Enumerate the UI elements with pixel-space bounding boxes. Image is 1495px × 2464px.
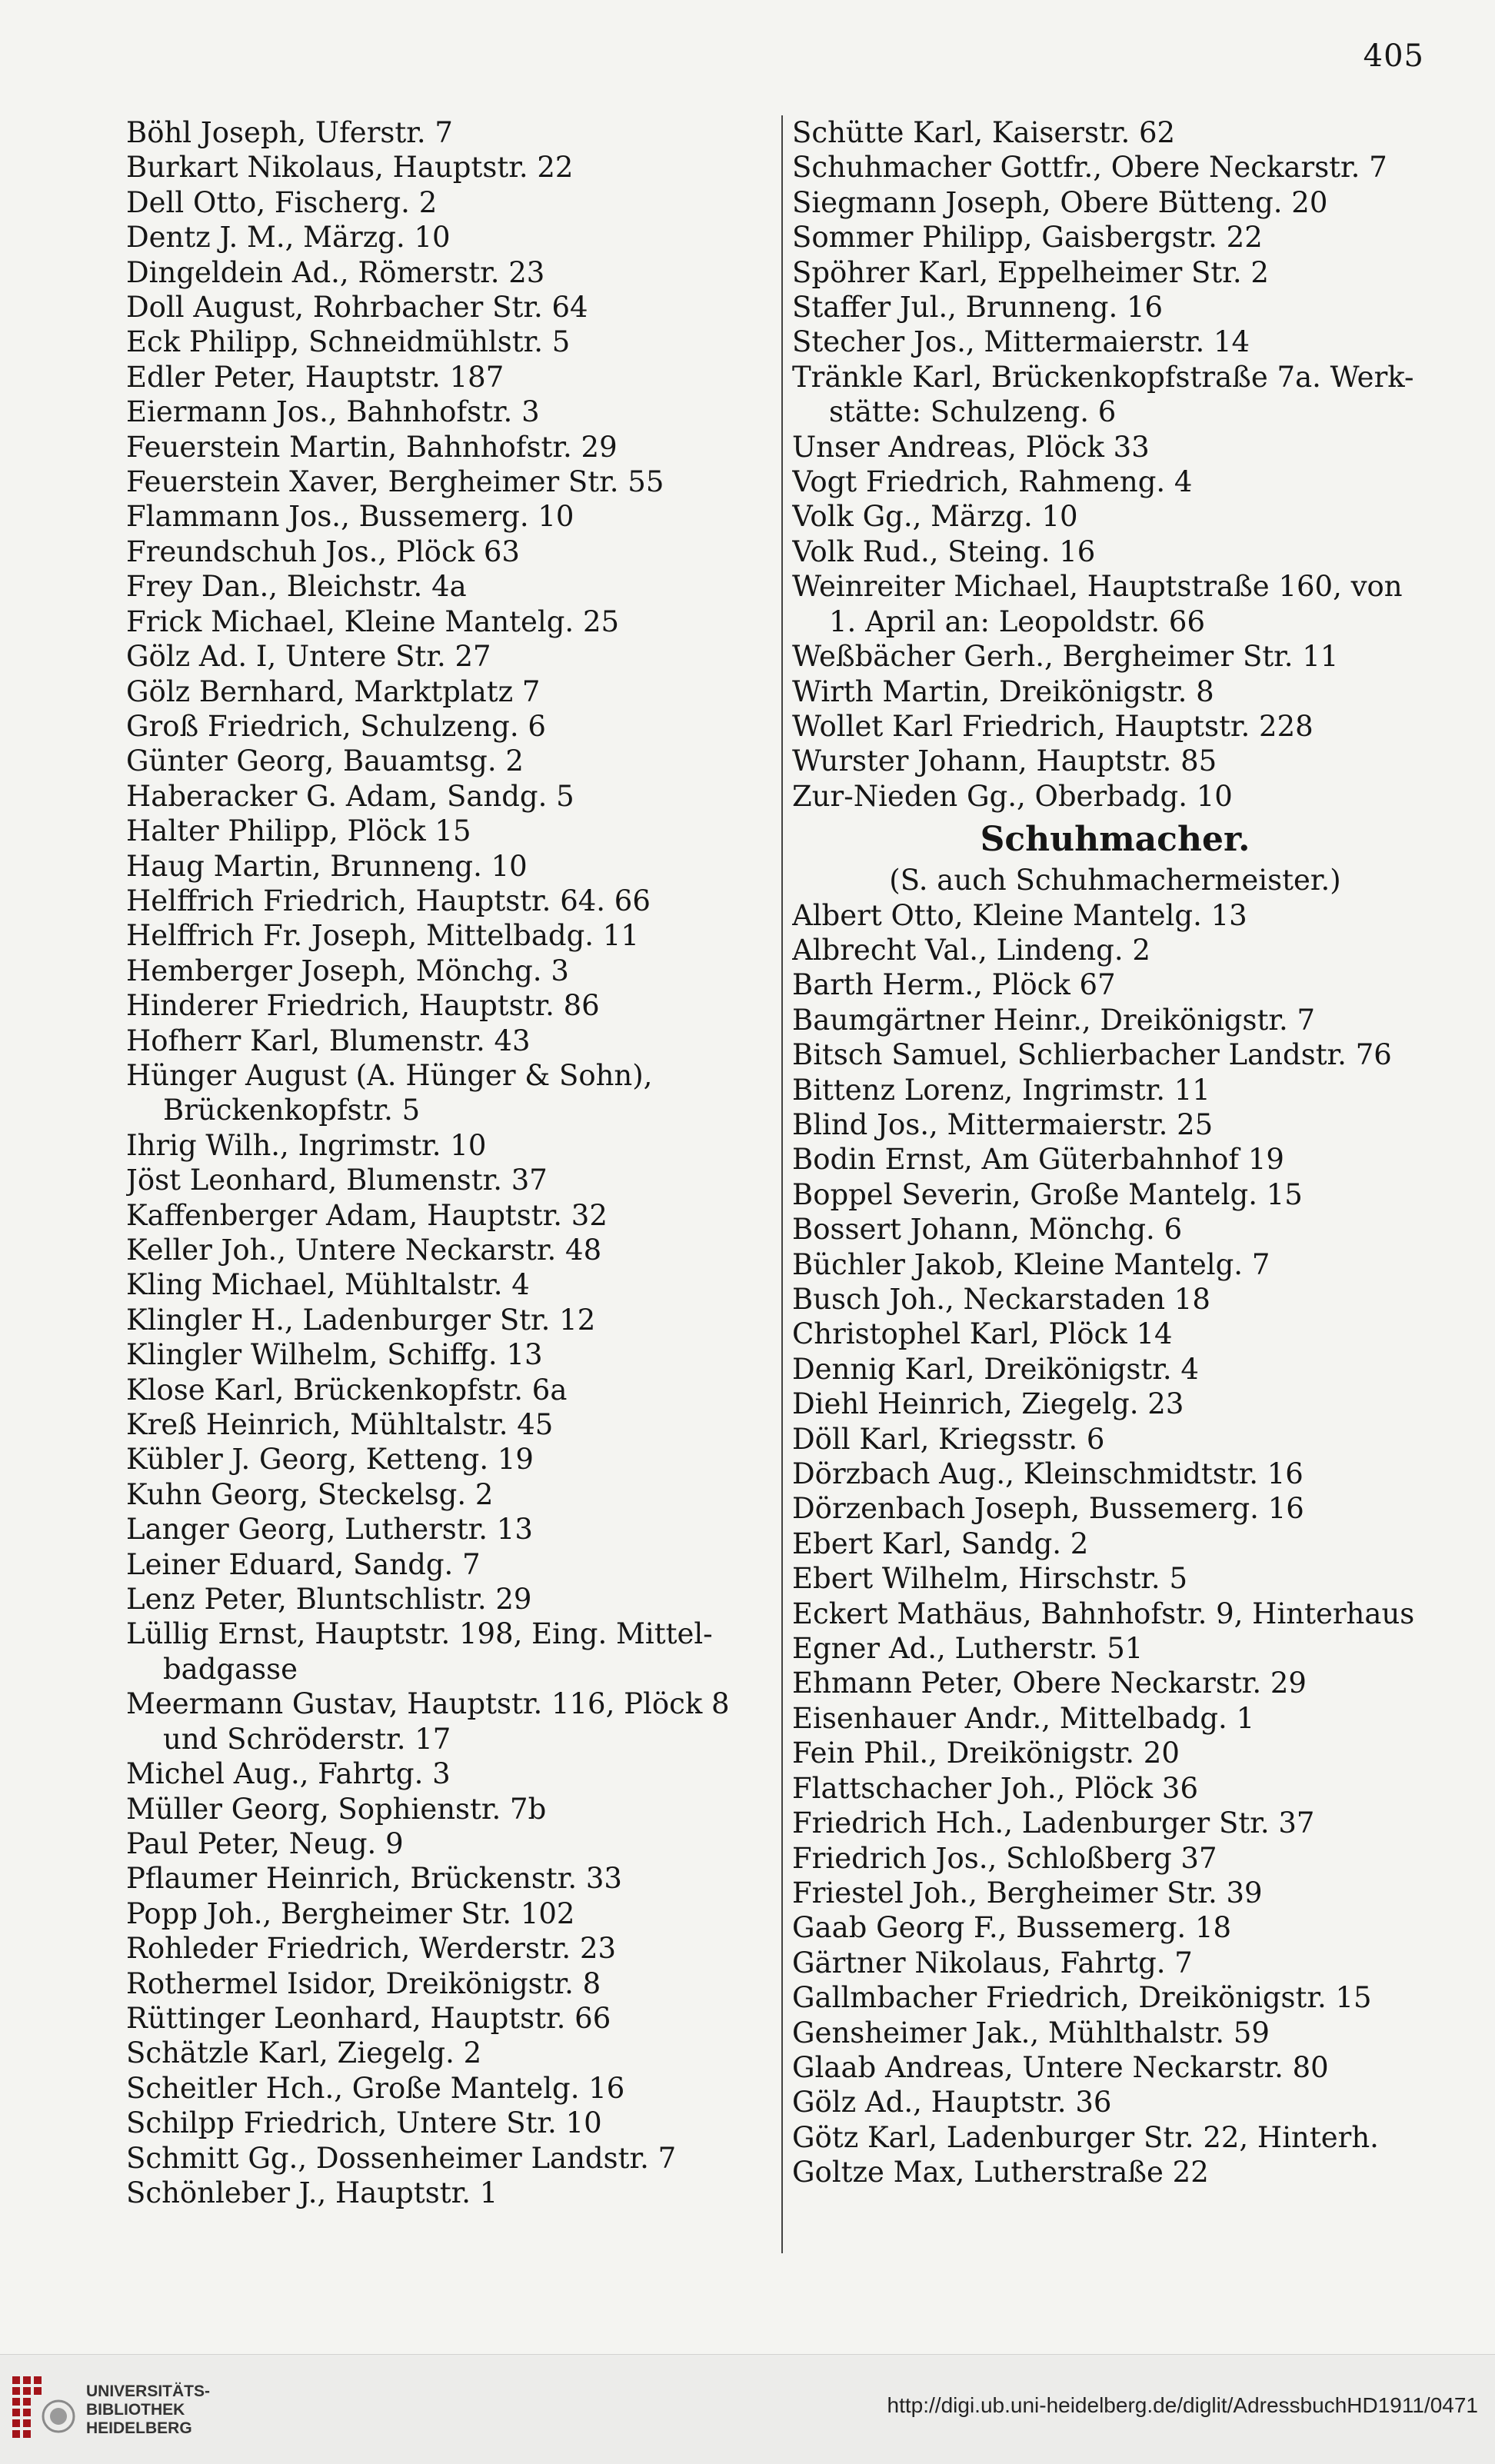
directory-entry-continuation: und Schröderstr. 17 (163, 1722, 451, 1756)
directory-entry: Eck Philipp, Schneidmühlstr. 5 (126, 325, 571, 359)
directory-entry: Edler Peter, Hauptstr. 187 (126, 360, 504, 394)
directory-entry: Dörzbach Aug., Kleinschmidtstr. 16 (792, 1457, 1304, 1491)
directory-entry: Dentz J. M., Märzg. 10 (126, 221, 451, 255)
directory-entry: Schuhmacher Gottfr., Obere Neckarstr. 7 (792, 151, 1387, 185)
directory-entry: Freundschuh Jos., Plöck 63 (126, 534, 520, 568)
directory-entry: Michel Aug., Fahrtg. 3 (126, 1757, 451, 1791)
directory-entry: Boppel Severin, Große Mantelg. 15 (792, 1177, 1303, 1211)
directory-entry: Gölz Bernhard, Marktplatz 7 (126, 674, 541, 708)
directory-entry: Vogt Friedrich, Rahmeng. 4 (792, 465, 1193, 499)
directory-entry: Haberacker G. Adam, Sandg. 5 (126, 779, 574, 813)
directory-entry: Dennig Karl, Dreikönigstr. 4 (792, 1352, 1199, 1386)
directory-entry: Popp Joh., Bergheimer Str. 102 (126, 1896, 575, 1930)
directory-entry: Hünger August (A. Hünger & Sohn), (126, 1058, 653, 1092)
directory-entry: Lüllig Ernst, Hauptstr. 198, Eing. Mittel- (126, 1617, 713, 1651)
directory-entry: Meermann Gustav, Hauptstr. 116, Plöck 8 (126, 1687, 730, 1721)
directory-entry: Schönleber J., Hauptstr. 1 (126, 2176, 498, 2209)
directory-entry: Hemberger Joseph, Mönchg. 3 (126, 954, 569, 987)
directory-entry: Bodin Ernst, Am Güterbahnhof 19 (792, 1143, 1284, 1177)
footer (0, 2354, 1495, 2464)
directory-entry: Doll August, Rohrbacher Str. 64 (126, 291, 588, 325)
directory-entry: Fein Phil., Dreikönigstr. 20 (792, 1736, 1180, 1770)
directory-entry: Klingler H., Ladenburger Str. 12 (126, 1303, 596, 1337)
directory-entry: Spöhrer Karl, Eppelheimer Str. 2 (792, 255, 1269, 289)
directory-entry-continuation: badgasse (163, 1652, 298, 1686)
directory-entry-continuation: Brückenkopfstr. 5 (163, 1094, 421, 1127)
directory-entry: Volk Gg., Märzg. 10 (792, 500, 1078, 534)
directory-entry: Friestel Joh., Bergheimer Str. 39 (792, 1876, 1263, 1910)
directory-entry: Blind Jos., Mittermaierstr. 25 (792, 1107, 1214, 1141)
right-entries-before (792, 115, 1438, 814)
directory-entry: Büchler Jakob, Kleine Mantelg. 7 (792, 1247, 1270, 1281)
university-seal-icon (9, 2372, 77, 2446)
directory-entry: Ebert Wilhelm, Hirschstr. 5 (792, 1562, 1187, 1596)
directory-entry: Helffrich Fr. Joseph, Mittelbadg. 11 (126, 919, 639, 953)
directory-entry: Rothermel Isidor, Dreikönigstr. 8 (126, 1966, 601, 2000)
directory-entry: Rohleder Friedrich, Werderstr. 23 (126, 1932, 617, 1966)
page-number: 405 (1363, 38, 1424, 74)
directory-entry: Baumgärtner Heinr., Dreikönigstr. 7 (792, 1003, 1316, 1037)
directory-entry: Gallmbacher Friedrich, Dreikönigstr. 15 (792, 1981, 1372, 2015)
directory-entry: Leiner Eduard, Sandg. 7 (126, 1547, 481, 1581)
directory-entry: Hinderer Friedrich, Hauptstr. 86 (126, 989, 600, 1023)
directory-entry: Bittenz Lorenz, Ingrimstr. 11 (792, 1073, 1210, 1107)
directory-entry: Wurster Johann, Hauptstr. 85 (792, 744, 1217, 778)
directory-entry: Volk Rud., Steing. 16 (792, 534, 1096, 568)
library-name-line: UNIVERSITÄTS- (86, 2382, 211, 2400)
directory-entry: Feuerstein Xaver, Bergheimer Str. 55 (126, 465, 664, 499)
right-column (792, 115, 1438, 2190)
directory-entry: Götz Karl, Ladenburger Str. 22, Hinterh. (792, 2120, 1379, 2154)
directory-entry: Weinreiter Michael, Hauptstraße 160, von (792, 570, 1403, 604)
directory-entry: Eisenhauer Andr., Mittelbadg. 1 (792, 1701, 1255, 1735)
directory-entry: Barth Herm., Plöck 67 (792, 968, 1116, 1002)
directory-entry: Günter Georg, Bauamtsg. 2 (126, 744, 524, 778)
directory-entry: Feuerstein Martin, Bahnhofstr. 29 (126, 430, 618, 464)
directory-entry: Müller Georg, Sophienstr. 7b (126, 1792, 547, 1826)
directory-entry: Ebert Karl, Sandg. 2 (792, 1527, 1089, 1560)
directory-entry: Goltze Max, Lutherstraße 22 (792, 2156, 1209, 2189)
directory-entry: Groß Friedrich, Schulzeng. 6 (126, 709, 546, 743)
directory-entry: Siegmann Joseph, Obere Bütteng. 20 (792, 185, 1328, 219)
directory-entry-continuation: stätte: Schulzeng. 6 (829, 395, 1117, 429)
directory-entry: Schätzle Karl, Ziegelg. 2 (126, 2036, 482, 2070)
directory-entry: Burkart Nikolaus, Hauptstr. 22 (126, 151, 574, 185)
directory-entry: Christophel Karl, Plöck 14 (792, 1317, 1173, 1351)
directory-entry: Kübler J. Georg, Ketteng. 19 (126, 1443, 534, 1477)
directory-entry: Kuhn Georg, Steckelsg. 2 (126, 1477, 494, 1511)
directory-entry: Eiermann Jos., Bahnhofstr. 3 (126, 395, 540, 429)
directory-entry: Dell Otto, Fischerg. 2 (126, 185, 438, 219)
directory-entry: Klingler Wilhelm, Schiffg. 13 (126, 1338, 543, 1372)
directory-entry: Flammann Jos., Bussemerg. 10 (126, 500, 574, 534)
directory-entry: Diehl Heinrich, Ziegelg. 23 (792, 1387, 1184, 1421)
directory-entry: Ehmann Peter, Obere Neckarstr. 29 (792, 1667, 1307, 1700)
directory-entry: Eckert Mathäus, Bahnhofstr. 9, Hinterhaus (792, 1597, 1415, 1630)
directory-entry: Lenz Peter, Bluntschlistr. 29 (126, 1583, 532, 1617)
directory-entry: Bitsch Samuel, Schlierbacher Landstr. 76 (792, 1038, 1392, 1072)
directory-entry: Dörzenbach Joseph, Bussemerg. 16 (792, 1492, 1304, 1526)
directory-entry: Gölz Ad. I, Untere Str. 27 (126, 640, 491, 674)
directory-entry: Friedrich Jos., Schloßberg 37 (792, 1841, 1217, 1875)
directory-entry: Frey Dan., Bleichstr. 4a (126, 570, 467, 604)
directory-entry: Ihrig Wilh., Ingrimstr. 10 (126, 1128, 487, 1162)
directory-entry-continuation: 1. April an: Leopoldstr. 66 (829, 604, 1206, 638)
directory-entry: Scheitler Hch., Große Mantelg. 16 (126, 2071, 625, 2105)
directory-entry: Sommer Philipp, Gaisbergstr. 22 (792, 221, 1263, 255)
directory-entry: Gölz Ad., Hauptstr. 36 (792, 2086, 1112, 2119)
left-column (126, 115, 772, 2210)
directory-entry: Keller Joh., Untere Neckarstr. 48 (126, 1234, 602, 1267)
directory-entry: Wollet Karl Friedrich, Hauptstr. 228 (792, 709, 1314, 743)
directory-entry: Albrecht Val., Lindeng. 2 (792, 933, 1150, 967)
directory-entry: Kling Michael, Mühltalstr. 4 (126, 1268, 530, 1302)
source-url-link[interactable]: http://digi.ub.uni-heidelberg.de/diglit/AdressbuchHD1911/0471 (887, 2393, 1478, 2417)
right-entries-after (792, 898, 1438, 2190)
directory-entry: Böhl Joseph, Uferstr. 7 (126, 116, 453, 149)
directory-entry: Frick Michael, Kleine Mantelg. 25 (126, 604, 620, 638)
directory-entry: Glaab Andreas, Untere Neckarstr. 80 (792, 2050, 1329, 2084)
directory-entry: Friedrich Hch., Ladenburger Str. 37 (792, 1806, 1315, 1840)
directory-entry: Gärtner Nikolaus, Fahrtg. 7 (792, 1946, 1193, 1980)
directory-entry: Haug Martin, Brunneng. 10 (126, 849, 528, 883)
directory-entry: Halter Philipp, Plöck 15 (126, 814, 471, 848)
directory-entry: Klose Karl, Brückenkopfstr. 6a (126, 1373, 568, 1407)
directory-entry: Hofherr Karl, Blumenstr. 43 (126, 1024, 531, 1057)
directory-entry: Busch Joh., Neckarstaden 18 (792, 1283, 1210, 1316)
library-name-line: BIBLIOTHEK (86, 2401, 185, 2419)
directory-entry: Zur-Nieden Gg., Oberbadg. 10 (792, 779, 1233, 813)
directory-entry: Kreß Heinrich, Mühltalstr. 45 (126, 1408, 554, 1442)
directory-entry: Staffer Jul., Brunneng. 16 (792, 291, 1164, 325)
directory-entry: Egner Ad., Lutherstr. 51 (792, 1632, 1144, 1666)
directory-entry: Schilpp Friedrich, Untere Str. 10 (126, 2106, 602, 2140)
library-name (86, 2382, 210, 2438)
directory-entry: Paul Peter, Neug. 9 (126, 1826, 404, 1860)
directory-entry: Pflaumer Heinrich, Brückenstr. 33 (126, 1862, 622, 1896)
directory-entry: Stecher Jos., Mittermaierstr. 14 (792, 325, 1250, 359)
column-divider (781, 115, 783, 2253)
directory-entry: Schmitt Gg., Dossenheimer Landstr. 7 (126, 2141, 677, 2175)
directory-entry: Jöst Leonhard, Blumenstr. 37 (126, 1164, 548, 1197)
directory-entry: Helffrich Friedrich, Hauptstr. 64. 66 (126, 884, 651, 917)
directory-entry: Dingeldein Ad., Römerstr. 23 (126, 255, 545, 289)
directory-entry: Bossert Johann, Mönchg. 6 (792, 1213, 1183, 1247)
directory-entry: Albert Otto, Kleine Mantelg. 13 (792, 898, 1247, 932)
directory-entry: Gensheimer Jak., Mühlthalstr. 59 (792, 2016, 1270, 2049)
directory-entry: Schütte Karl, Kaiserstr. 62 (792, 116, 1176, 149)
directory-entry: Unser Andreas, Plöck 33 (792, 430, 1150, 464)
directory-entry: Langer Georg, Lutherstr. 13 (126, 1513, 533, 1547)
directory-entry: Rüttinger Leonhard, Hauptstr. 66 (126, 2001, 611, 2035)
directory-entry: Döll Karl, Kriegsstr. 6 (792, 1422, 1105, 1456)
directory-entry: Kaffenberger Adam, Hauptstr. 32 (126, 1198, 608, 1232)
directory-entry: Wirth Martin, Dreikönigstr. 8 (792, 674, 1214, 708)
section-heading: Schuhmacher. (980, 820, 1250, 860)
library-name-line: HEIDELBERG (86, 2419, 192, 2437)
directory-entry: Weßbächer Gerh., Bergheimer Str. 11 (792, 640, 1339, 674)
directory-entry: Tränkle Karl, Brückenkopfstraße 7a. Werk- (792, 360, 1414, 394)
directory-entry: Gaab Georg F., Bussemerg. 18 (792, 1911, 1232, 1945)
section-note: (S. auch Schuhmachermeister.) (889, 864, 1341, 897)
directory-entry: Flattschacher Joh., Plöck 36 (792, 1771, 1199, 1805)
